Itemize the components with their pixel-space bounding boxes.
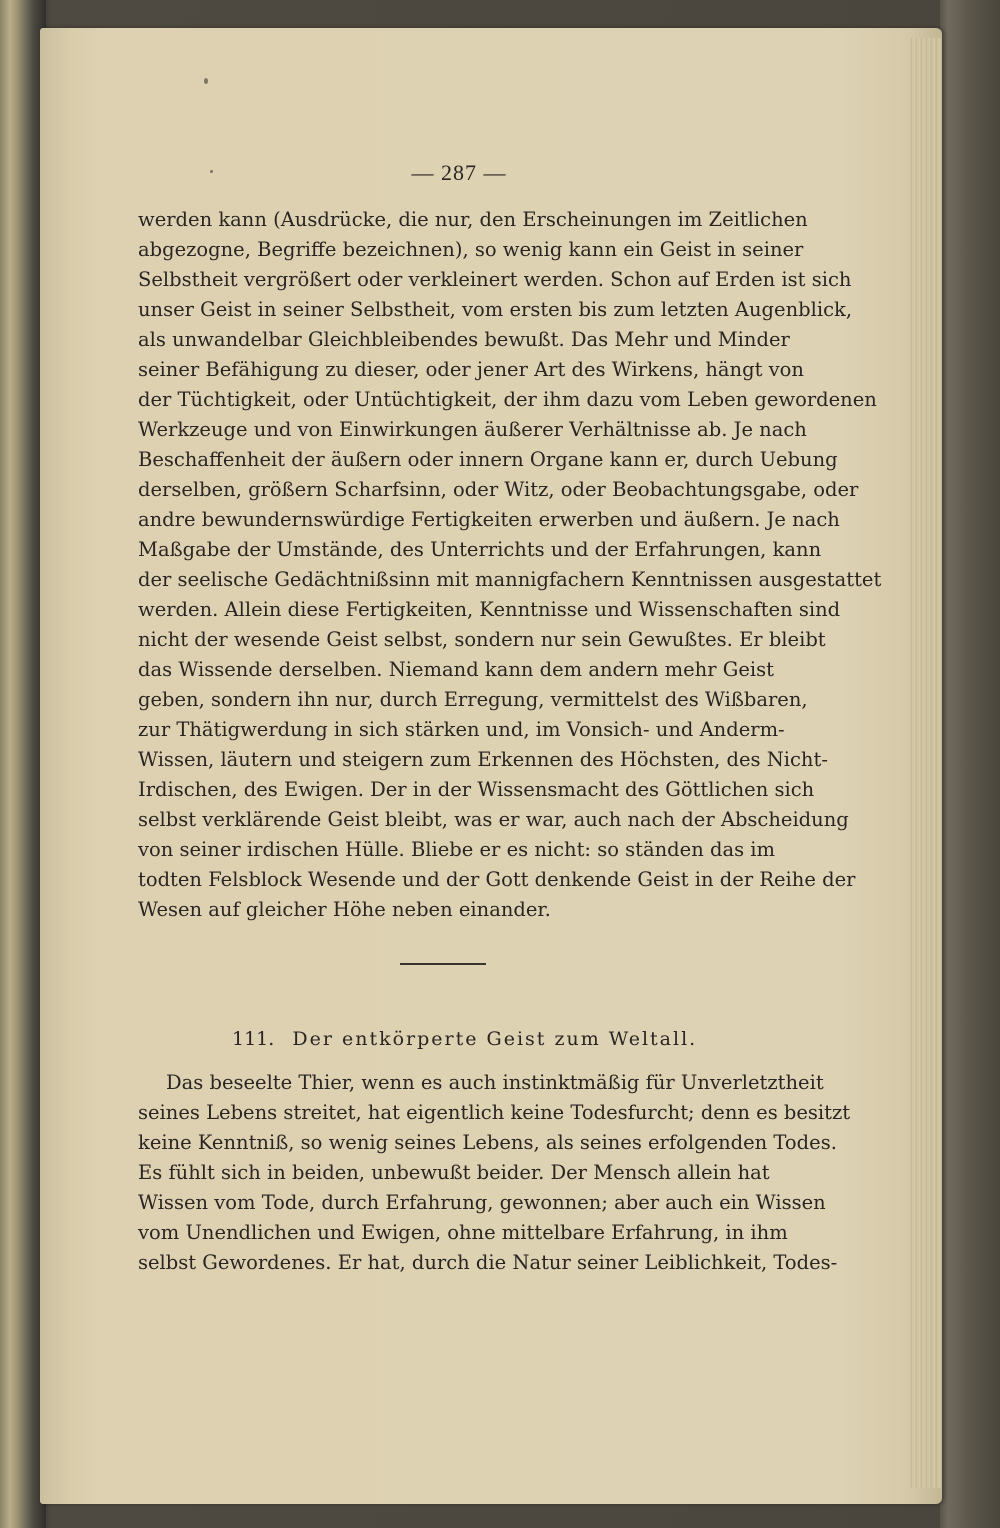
text-line: Wissen vom Tode, durch Erfahrung, gewonnen; aber auch ein Wissen [138,1191,826,1214]
text-line: werden. Allein diese Fertigkeiten, Kenntnisse und Wissenschaften sind [138,598,841,621]
text-line: Werkzeuge und von Einwirkungen äußerer Verhältnisse ab. Je nach [138,418,807,441]
text-line: seiner Befähigung zu dieser, oder jener Art des Wirkens, hängt von [138,358,804,381]
text-line: vom Unendlichen und Ewigen, ohne mittelbare Erfahrung, in ihm [138,1221,788,1244]
section-heading [232,1024,698,1054]
text-line: derselben, größern Scharfsinn, oder Witz, oder Beobachtungsgabe, oder [138,478,859,501]
paper-speck [210,170,213,173]
text-line: der Tüchtigkeit, oder Untüchtigkeit, der ihm dazu vom Leben gewordenen [138,388,877,411]
page-number: — 287 — [411,160,507,185]
text-line: keine Kenntniß, so wenig seines Lebens, als seines erfolgenden Todes. [138,1131,837,1154]
text-line: von seiner irdischen Hülle. Bliebe er es nicht: so ständen das im [138,838,775,861]
text-line: unser Geist in seiner Selbstheit, vom ersten bis zum letzten Augenblick, [138,298,853,321]
paper-speck [204,78,208,84]
text-line: werden kann (Ausdrücke, die nur, den Erscheinungen im Zeitlichen [138,208,808,231]
section-title: Der entkörperte Geist zum Weltall. [292,1028,698,1050]
text-line: abgezogne, Begriffe bezeichnen), so wenig kann ein Geist in seiner [138,238,804,261]
text-line: nicht der wesende Geist selbst, sondern nur sein Gewußtes. Er bleibt [138,628,826,651]
text-line: zur Thätigwerdung in sich stärken und, im Vonsich- und Anderm- [138,718,785,741]
section-divider [400,963,486,965]
text-line: Wesen auf gleicher Höhe neben einander. [138,898,551,921]
text-line: als unwandelbar Gleichbleibendes bewußt. Das Mehr und Minder [138,328,790,351]
text-line: geben, sondern ihn nur, durch Erregung, vermittelst des Wißbaren, [138,688,808,711]
text-line: Maßgabe der Umstände, des Unterrichts und der Erfahrungen, kann [138,538,822,561]
text-line: Das beseelte Thier, wenn es auch instinktmäßig für Unverletztheit [166,1071,824,1094]
text-line: selbst verklärende Geist bleibt, was er war, auch nach der Abscheidung [138,808,849,831]
text-line: Irdischen, des Ewigen. Der in der Wissensmacht des Göttlichen sich [138,778,815,801]
text-line: der seelische Gedächtnißsinn mit mannigfachern Kenntnissen ausgestattet [138,568,882,591]
text-line: todten Felsblock Wesende und der Gott denkende Geist in der Reihe der [138,868,856,891]
text-line: selbst Gewordenes. Er hat, durch die Natur seiner Leiblichkeit, Todes- [138,1251,838,1274]
book-cover-board [940,0,1000,1528]
page-stack-edge [908,38,942,1488]
text-line: Wissen, läutern und steigern zum Erkennen des Höchsten, des Nicht- [138,748,828,771]
text-line: das Wissende derselben. Niemand kann dem andern mehr Geist [138,658,774,681]
text-line: seines Lebens streitet, hat eigentlich keine Todesfurcht; denn es besitzt [138,1101,851,1124]
text-line: Es fühlt sich in beiden, unbewußt beider. Der Mensch allein hat [138,1161,770,1184]
text-line: Selbstheit vergrößert oder verkleinert werden. Schon auf Erden ist sich [138,268,852,291]
text-line: Beschaffenheit der äußern oder innern Organe kann er, durch Uebung [138,448,838,471]
text-line: andre bewundernswürdige Fertigkeiten erwerben und äußern. Je nach [138,508,840,531]
section-number: 111. [232,1028,275,1050]
